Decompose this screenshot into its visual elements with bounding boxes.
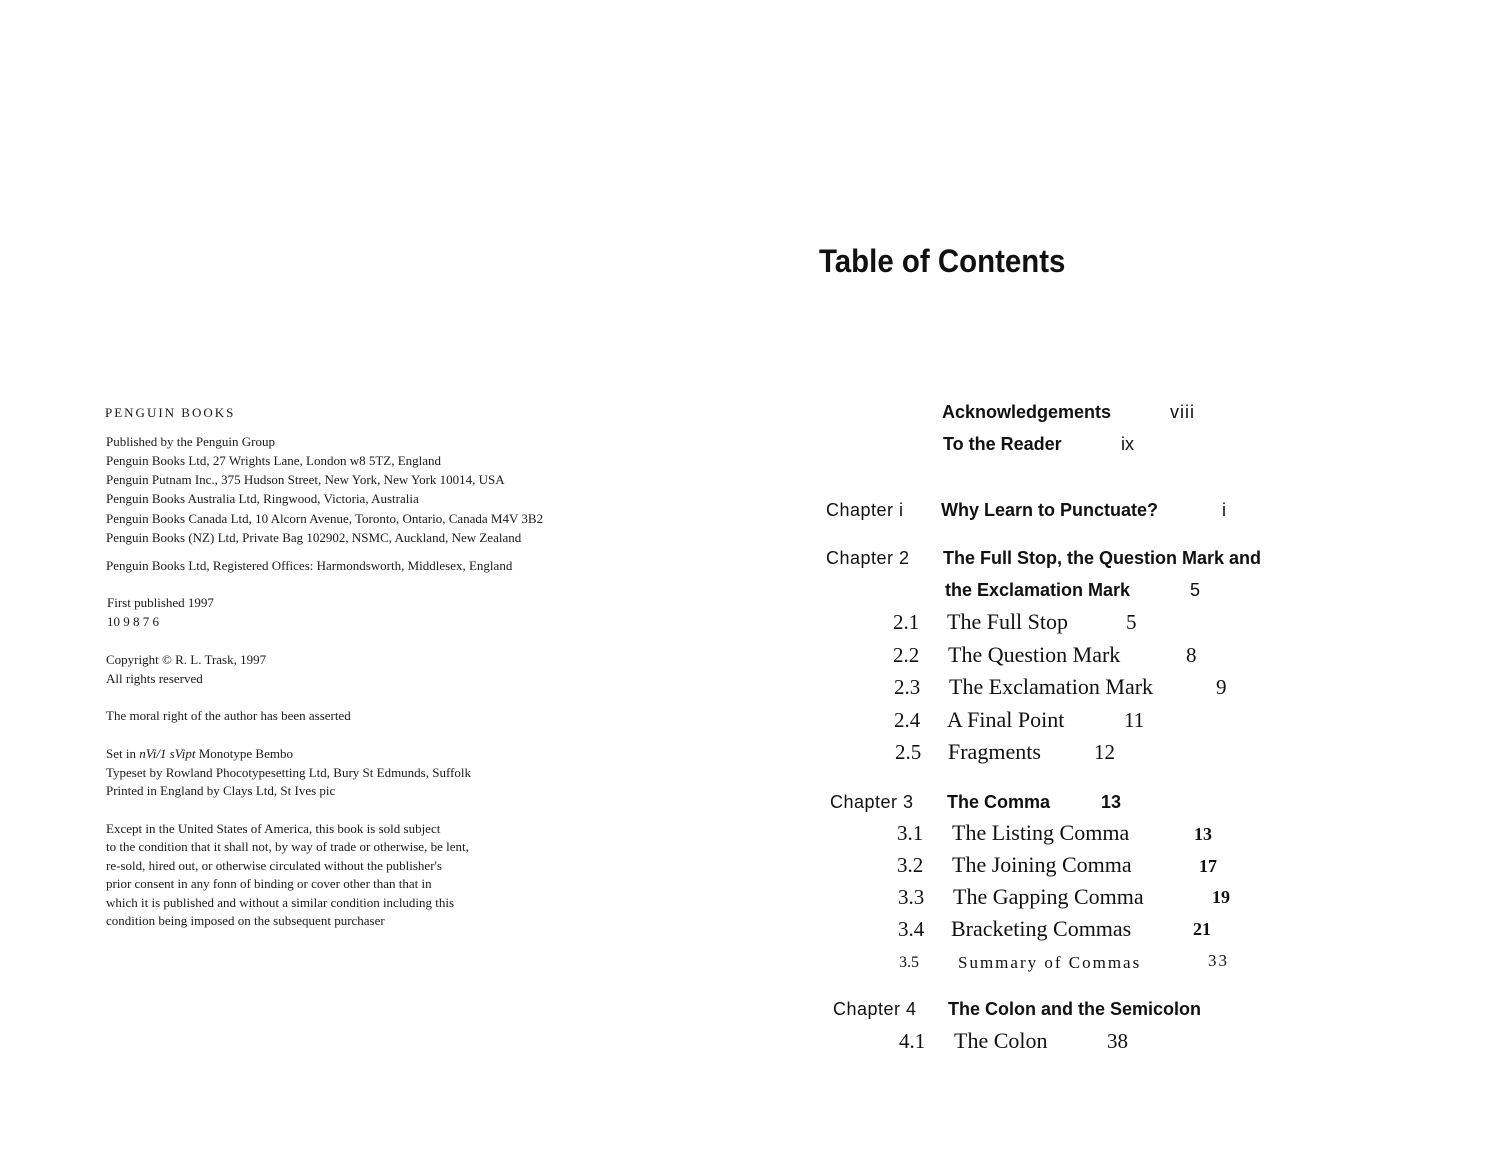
moral-right-notice: The moral right of the author has been asserted [106,708,351,723]
section-title: The Listing Comma [952,820,1130,845]
section-number: 2.4 [894,708,921,732]
section-number: 4.1 [899,1029,926,1053]
section-number: 2.3 [894,675,921,699]
section-page: 9 [1216,675,1227,699]
section-title: The Colon [954,1028,1048,1053]
copyright-notice: Copyright © R. L. Trask, 1997 [106,652,267,667]
printing-numbers: 10 9 8 7 6 [107,614,159,629]
section-title: Fragments [948,739,1041,764]
section-page: 12 [1094,740,1115,764]
chapter-title: The Full Stop, the Question Mark and [943,548,1262,568]
conditions-line: prior consent in any fonn of binding or cover other than that in [106,876,432,891]
printed-by: Printed in England by Clays Ltd, St Ives pic [106,783,336,798]
chapter-label: Chapter i [826,500,904,520]
section-page: 13 [1194,824,1212,844]
toc-entry-title: To the Reader [943,434,1062,454]
address-line: Penguin Books Canada Ltd, 10 Alcorn Avenue, Toronto, Ontario, Canada M4V 3B2 [106,511,544,526]
section-title: A Final Point [947,707,1065,732]
section-title: The Full Stop [947,609,1069,634]
section-number: 3.1 [897,821,924,845]
section-page: 38 [1107,1029,1128,1053]
typeface-line [106,746,293,762]
conditions-line: Except in the United States of America, this book is sold subject [106,821,441,836]
chapter-page: 5 [1190,580,1201,600]
first-published: First published 1997 [107,595,214,610]
chapter-title: The Comma [947,792,1051,812]
registered-offices: Penguin Books Ltd, Registered Offices: Harmondsworth, Middlesex, England [106,558,513,573]
conditions-line: re-sold, hired out, or otherwise circulated without the publisher's [106,858,442,873]
section-title: The Joining Comma [952,852,1132,877]
chapter-label: Chapter 2 [826,548,910,568]
chapter-title-continued: the Exclamation Mark [945,580,1131,600]
section-number: 3.4 [898,917,925,941]
section-title: The Question Mark [948,642,1121,667]
conditions-line: condition being imposed on the subsequent purchaser [106,913,385,928]
typeset-by: Typeset by Rowland Phocotypesetting Ltd, Bury St Edmunds, Suffolk [106,765,472,780]
address-line: Penguin Books Ltd, 27 Wrights Lane, London w8 5TZ, England [106,453,442,468]
section-page: 11 [1124,708,1145,732]
section-page: 21 [1193,919,1211,939]
address-line: Penguin Putnam Inc., 375 Hudson Street, New York, New York 10014, USA [106,472,505,487]
address-line: Penguin Books (NZ) Ltd, Private Bag 102902, NSMC, Auckland, New Zealand [106,530,522,545]
section-number: 2.1 [893,610,920,634]
section-title: Summary of Commas [958,953,1142,972]
conditions-line: which it is published and without a similar condition including this [106,895,455,910]
rights-notice: All rights reserved [106,671,203,686]
chapter-page: i [1222,500,1226,520]
chapter-page: 13 [1101,792,1122,812]
section-number: 3.5 [899,954,919,971]
section-page: 8 [1186,643,1197,667]
section-number: 2.2 [893,643,920,667]
typeface-prefix: Set in [106,746,140,761]
section-number: 3.3 [898,885,925,909]
address-line: Penguin Books Australia Ltd, Ringwood, Victoria, Australia [106,491,419,506]
section-number: 2.5 [895,740,922,764]
section-number: 3.2 [897,853,924,877]
section-title: Bracketing Commas [951,916,1132,941]
chapter-label: Chapter 4 [833,999,917,1019]
chapter-title: Why Learn to Punctuate? [941,500,1159,520]
section-page: 19 [1212,887,1230,907]
section-page: 17 [1199,856,1217,876]
typeface-suffix: Monotype Bembo [195,746,293,761]
toc-title: Table of Contents [819,243,1066,279]
chapter-label: Chapter 3 [830,792,914,812]
typeface-italic: nVi/1 sVipt [139,746,196,761]
toc-entry-page: ix [1121,434,1134,454]
section-page: 33 [1208,951,1229,970]
published-by: Published by the Penguin Group [106,434,275,449]
section-title: The Exclamation Mark [949,674,1154,699]
conditions-line: to the condition that it shall not, by way of trade or otherwise, be lent, [106,839,469,854]
chapter-title: The Colon and the Semicolon [948,999,1202,1019]
section-title: The Gapping Comma [953,884,1144,909]
publisher-brand: PENGUIN BOOKS [105,405,236,420]
toc-entry-title: Acknowledgements [942,402,1112,422]
section-page: 5 [1126,610,1137,634]
toc-entry-page: viii [1170,402,1195,422]
